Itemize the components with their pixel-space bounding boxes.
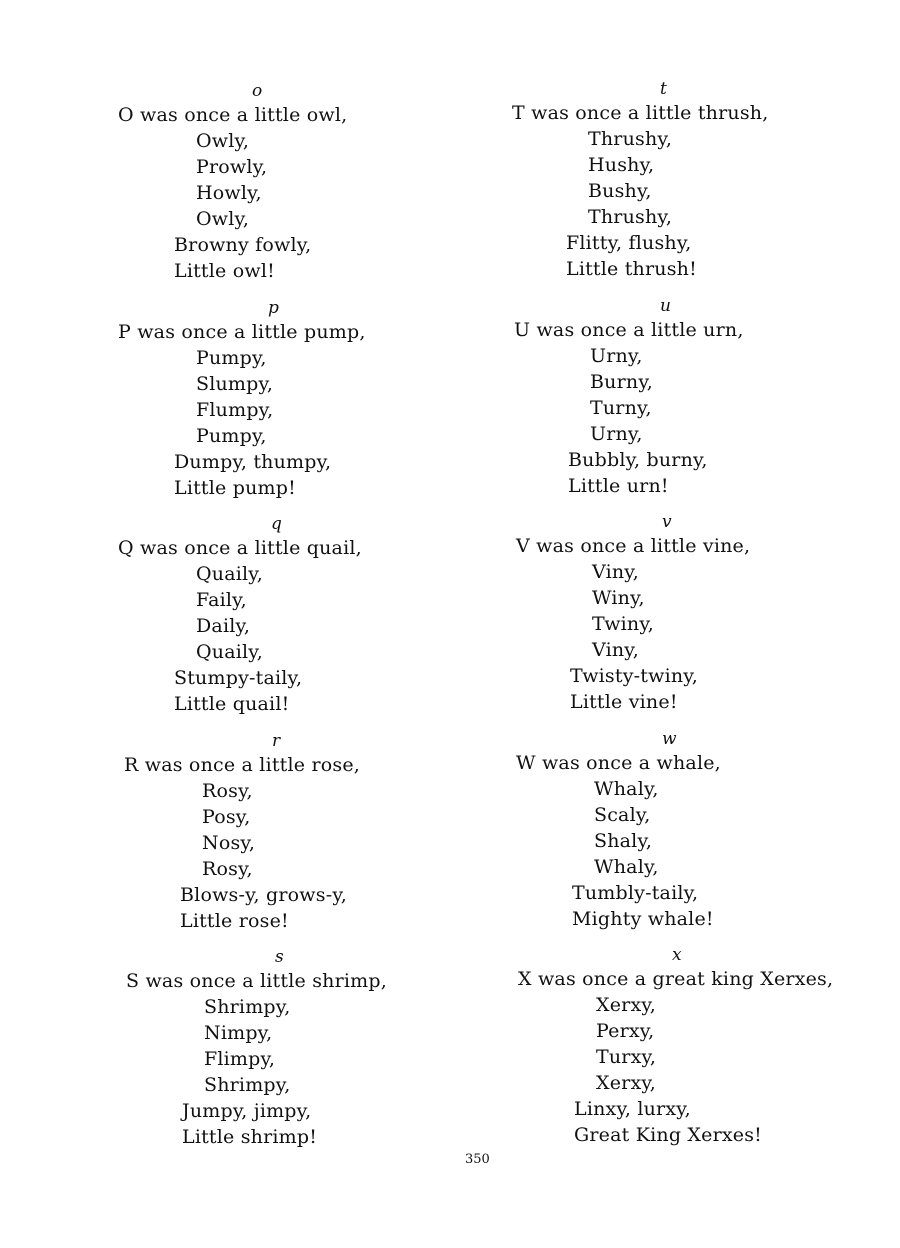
stanza-line: Dumpy, thumpy, xyxy=(174,450,332,473)
stanza-line: Owly, xyxy=(196,130,250,152)
stanza-line: Viny, xyxy=(592,561,639,583)
stanza-line: Winy, xyxy=(592,587,645,609)
stanza-letter: v xyxy=(662,512,672,532)
stanza-line: P was once a little pump, xyxy=(118,320,366,343)
stanza-line: Turxy, xyxy=(596,1046,657,1068)
stanza-line: Perxy, xyxy=(596,1020,655,1042)
stanza-v xyxy=(510,509,880,726)
stanza-line: Hushy, xyxy=(588,154,655,176)
stanza-line: Slumpy, xyxy=(196,372,274,395)
stanza-line: O was once a little owl, xyxy=(118,104,348,126)
stanza-line: Shrimpy, xyxy=(204,996,291,1018)
page-number: 350 xyxy=(465,1152,490,1167)
stanza-line: Twiny, xyxy=(592,613,655,635)
stanza-line: Rosy, xyxy=(202,779,253,802)
stanza-line: W was once a whale, xyxy=(516,751,721,774)
stanza-line: Q was once a little quail, xyxy=(118,537,362,559)
stanza-line: Burny, xyxy=(590,370,653,393)
stanza-line: Faily, xyxy=(196,589,247,611)
stanza-w xyxy=(510,726,880,943)
stanza-line: Stumpy-taily, xyxy=(174,667,303,689)
stanza-line: Blows-y, grows-y, xyxy=(180,883,347,906)
stanza-r xyxy=(118,728,458,945)
stanza-line: Turny, xyxy=(590,396,652,419)
stanza-line: Urny, xyxy=(590,344,643,367)
stanza-line: Xerxy, xyxy=(596,1072,657,1094)
stanza-q xyxy=(118,511,458,728)
stanza-line: R was once a little rose, xyxy=(124,753,361,776)
stanza-line: U was once a little urn, xyxy=(514,318,744,341)
stanza-line: Twisty-twiny, xyxy=(570,665,698,687)
stanza-line: Linxy, lurxy, xyxy=(574,1098,691,1120)
stanza-line: Whaly, xyxy=(594,855,659,878)
stanza-x xyxy=(510,942,880,1159)
stanza-line: Flumpy, xyxy=(196,398,274,421)
stanza-line: Shaly, xyxy=(594,829,653,852)
stanza-line: Tumbly-taily, xyxy=(572,881,699,904)
stanza-line: Little owl! xyxy=(174,260,275,282)
stanza-line: S was once a little shrimp, xyxy=(126,970,387,992)
stanza-line: Pumpy, xyxy=(196,424,267,447)
stanza-letter: r xyxy=(272,730,281,751)
stanza-line: Little thrush! xyxy=(566,258,697,280)
stanza-line: Bubbly, burny, xyxy=(568,448,708,471)
stanza-line: Flimpy, xyxy=(204,1048,276,1070)
stanza-line: Scaly, xyxy=(594,803,651,826)
stanza-letter: x xyxy=(672,945,682,965)
stanza-line: Prowly, xyxy=(196,156,268,178)
stanza-line: Nosy, xyxy=(202,831,256,854)
stanza-line: Howly, xyxy=(196,182,262,204)
stanza-line: Jumpy, jimpy, xyxy=(182,1100,312,1122)
stanza-line: Little urn! xyxy=(568,474,669,497)
stanza-line: Xerxy, xyxy=(596,994,657,1016)
stanza-letter: u xyxy=(660,295,671,316)
stanza-letter: w xyxy=(662,728,677,749)
stanza-line: Whaly, xyxy=(594,777,659,800)
stanza-line: Little rose! xyxy=(180,909,289,932)
stanza-o xyxy=(118,78,458,295)
stanza-line: Urny, xyxy=(590,422,643,445)
stanza-line: Thrushy, xyxy=(588,206,673,228)
stanza-letter: t xyxy=(660,79,667,99)
stanza-line: Little vine! xyxy=(570,691,678,713)
stanza-letter: q xyxy=(271,514,282,534)
stanza-line: Posy, xyxy=(202,805,251,828)
stanza-line: Browny fowly, xyxy=(174,234,312,256)
left-column xyxy=(118,78,458,1161)
stanza-letter: o xyxy=(252,81,263,101)
stanza-p xyxy=(118,295,458,512)
stanza-letter: s xyxy=(275,947,284,967)
stanza-line: Quaily, xyxy=(196,563,263,585)
stanza-line: Pumpy, xyxy=(196,346,267,369)
stanza-line: Viny, xyxy=(592,639,639,661)
stanza-line: Bushy, xyxy=(588,180,652,202)
stanza-line: X was once a great king Xerxes, xyxy=(518,968,834,990)
stanza-line: Thrushy, xyxy=(588,128,673,150)
stanza-line: Flitty, flushy, xyxy=(566,232,692,254)
stanza-line: Owly, xyxy=(196,208,250,230)
stanza-line: Great King Xerxes! xyxy=(574,1124,763,1146)
stanza-line: Nimpy, xyxy=(204,1022,273,1044)
stanza-t xyxy=(510,76,880,293)
stanza-line: T was once a little thrush, xyxy=(512,102,769,124)
stanza-line: Daily, xyxy=(196,615,251,637)
stanza-line: V was once a little vine, xyxy=(516,535,751,557)
stanza-line: Shrimpy, xyxy=(204,1074,291,1096)
stanza-line: Little quail! xyxy=(174,693,290,715)
stanza-line: Rosy, xyxy=(202,857,253,880)
stanza-s xyxy=(118,944,458,1161)
right-column xyxy=(510,76,880,1159)
stanza-line: Little pump! xyxy=(174,476,296,499)
stanza-line: Little shrimp! xyxy=(182,1126,318,1148)
stanza-line: Mighty whale! xyxy=(572,907,714,930)
stanza-u xyxy=(510,293,880,510)
stanza-letter: p xyxy=(268,297,279,318)
stanza-line: Quaily, xyxy=(196,641,263,663)
